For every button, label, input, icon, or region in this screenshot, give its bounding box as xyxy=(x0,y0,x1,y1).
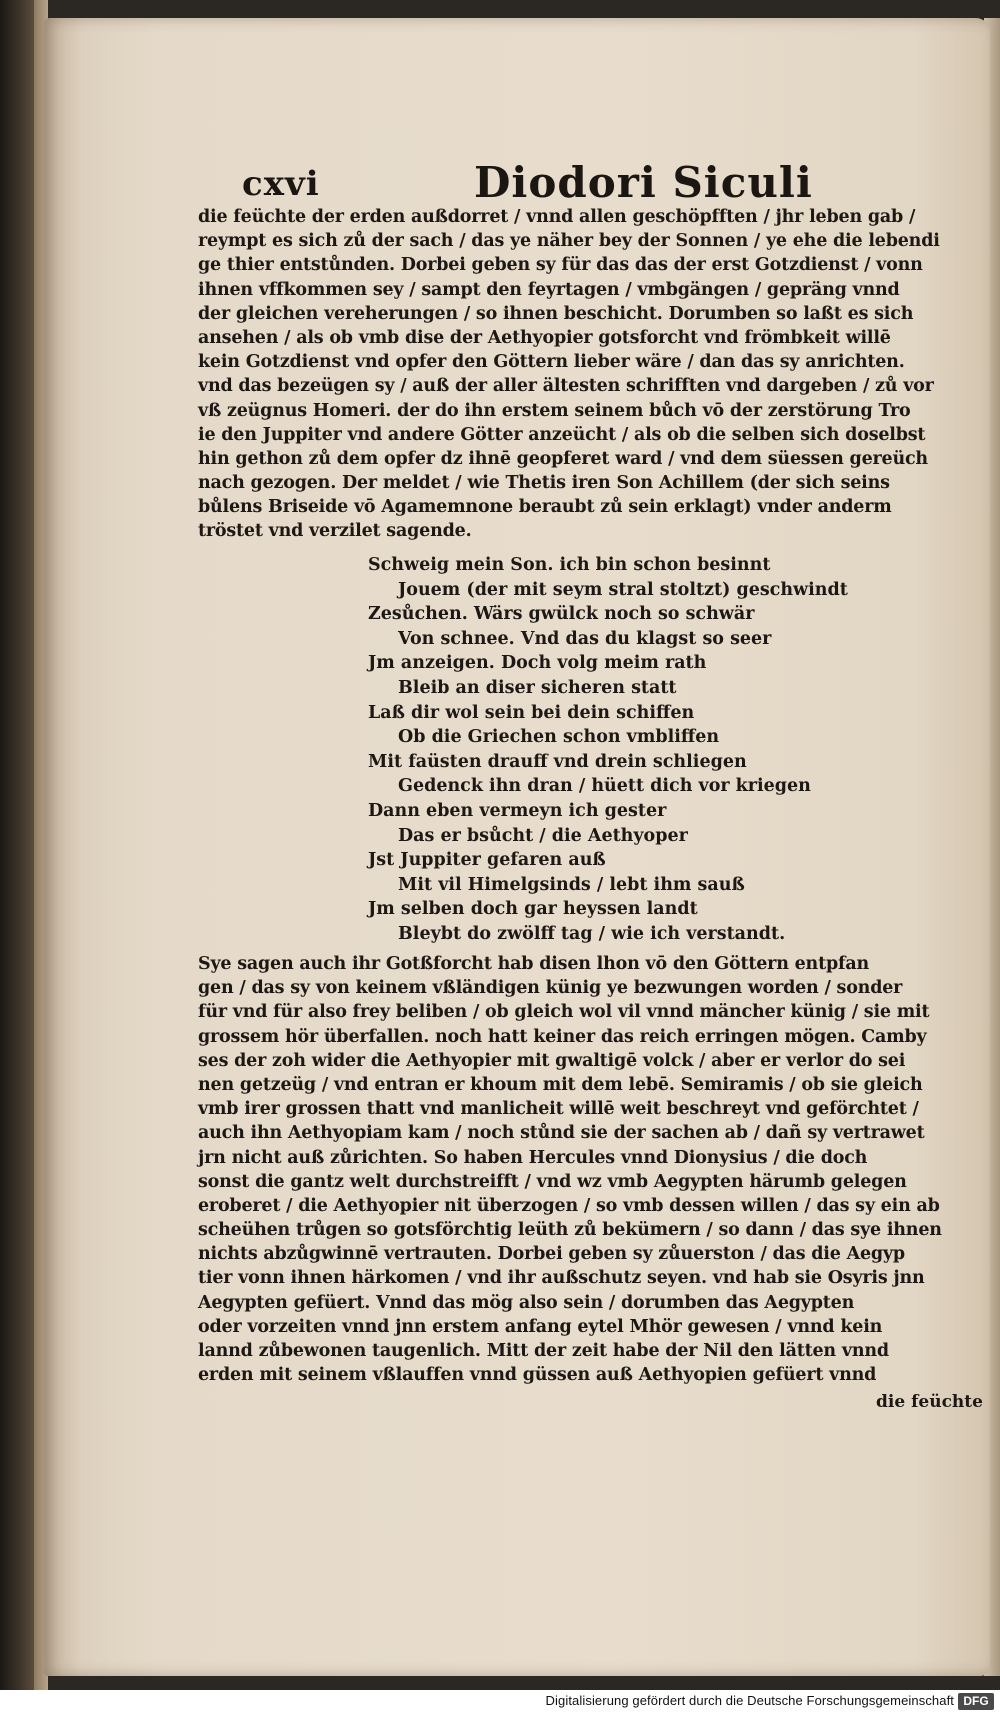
text-line: bůlens Briseide vō Agamemnone beraubt zů sein erklagt) vnder anderm xyxy=(198,497,892,518)
verse-line: Jouem (der mit seym stral stoltzt) geschwindt xyxy=(398,579,848,600)
text-line: sonst die gantz welt durchstreifft / vnd wz vmb Aegypten härumb gelegen xyxy=(198,1171,907,1192)
funding-notice: Digitalisierung gefördert durch die Deutsche Forschungsgemeinschaft xyxy=(545,1693,954,1708)
text-line: vmb irer grossen thatt vnd manlicheit willē weit beschreyt vnd geförchtet / xyxy=(198,1099,919,1120)
dfg-logo: DFG xyxy=(958,1693,994,1710)
verse-line: Bleybt do zwölff tag / wie ich verstandt. xyxy=(398,923,786,944)
verse-line: Ob die Griechen schon vmbliffen xyxy=(398,727,720,748)
verse-block xyxy=(368,553,888,947)
text-line: erden mit seinem vßlauffen vnnd güssen auß Aethyopien gefüert vnnd xyxy=(198,1365,877,1386)
verse-line: Laß dir wol sein bei dein schiffen xyxy=(368,702,695,723)
verse-line: Jst Juppiter gefaren auß xyxy=(368,850,606,871)
text-line: auch ihn Aethyopiam kam / noch stůnd sie der sachen ab / dañ sy vertrawet xyxy=(198,1123,925,1144)
text-line: jrn nicht auß zůrichten. So haben Hercules vnnd Dionysius / die doch xyxy=(198,1147,868,1168)
verse-line: Gedenck ihn dran / hüett dich vor kriegen xyxy=(398,776,811,797)
running-title: Diodori Siculi xyxy=(474,158,813,207)
verse-line: Schweig mein Son. ich bin schon besinnt xyxy=(368,555,771,575)
text-line: ie den Juppiter vnd andere Götter anzeücht / als ob die selben sich doselbst xyxy=(198,424,926,445)
text-line: ansehen / als ob vmb dise der Aethyopier gotsforcht vnd frömbkeit willē xyxy=(198,327,891,348)
text-line: kein Gotzdienst vnd opfer den Göttern lieber wäre / dan das sy anrichten. xyxy=(198,352,905,373)
text-line: eroberet / die Aethyopier nit überzogen / so vmb dessen willen / das sy ein ab xyxy=(198,1195,940,1216)
verse-line: Jm selben doch gar heyssen landt xyxy=(368,899,698,920)
text-line: Aegypten gefüert. Vnnd das mög also sein / dorumben das Aegypten xyxy=(198,1292,855,1313)
text-line: für vnd für also frey beliben / ob gleich wol vil vnnd mäncher künig / sie mit xyxy=(198,1002,930,1023)
verse-line: Jm anzeigen. Doch volg meim rath xyxy=(368,653,707,674)
text-line: ses der zoh wider die Aethyopier mit gwaltigē volck / aber er verlor do sei xyxy=(198,1050,906,1071)
folio-number: cxvi xyxy=(242,164,320,204)
text-line: grossem hör überfallen. noch hatt keiner das reich erringen mögen. Camby xyxy=(198,1026,927,1047)
text-line: ge thier entstůnden. Dorbei geben sy für das das der erst Gotzdienst / vonn xyxy=(198,255,923,276)
verse-line: Bleib an diser sicheren statt xyxy=(398,677,677,698)
verse-line: Dann eben vermeyn ich gester xyxy=(368,800,667,821)
text-line: hin gethon zů dem opfer dz ihnē geopferet ward / vnd dem süessen gereüch xyxy=(198,448,928,469)
text-line: tröstet vnd verzilet sagende. xyxy=(198,521,472,542)
book-edge xyxy=(0,0,34,1714)
prose-block-bottom xyxy=(198,952,942,1387)
text-line: nichts abzůgwinnē vertrauten. Dorbei geben sy zůuerston / das die Aegyp xyxy=(198,1244,905,1265)
text-line: vß zeügnus Homeri. der do ihn erstem seinem bůch vō der zerstörung Tro xyxy=(198,400,911,421)
text-line: Sye sagen auch ihr Gotßforcht hab disen lhon vō den Göttern entpfan xyxy=(198,954,869,974)
text-line: tier vonn ihnen härkomen / vnd ihr außschutz seyen. vnd hab sie Osyris jnn xyxy=(198,1268,925,1289)
text-line: vnd das bezeügen sy / auß der aller ältesten schrifften vnd dargeben / zů vor xyxy=(198,376,934,397)
text-line: nen getzeüg / vnd entran er khoum mit dem lebē. Semiramis / ob sie gleich xyxy=(198,1074,923,1095)
prose-block-top xyxy=(198,205,938,544)
text-line: reympt es sich zů der sach / das ye näher bey der Sonnen / ye ehe die lebendi xyxy=(198,231,940,252)
verse-line: Das er bsůcht / die Aethyoper xyxy=(398,825,688,846)
text-line: ihnen vffkommen sey / sampt den feyrtagen / vmbgängen / gepräng vnnd xyxy=(198,279,900,300)
text-line: scheühen trůgen so gotsförchtig leüth zů bekümern / so dann / das sye ihnen xyxy=(198,1220,942,1241)
verse-line: Mit faüsten drauff vnd drein schliegen xyxy=(368,751,747,772)
verse-line: Von schnee. Vnd das du klagst so seer xyxy=(398,628,772,649)
verse-line: Zesůchen. Wärs gwülck noch so schwär xyxy=(368,604,755,625)
text-line: der gleichen vereherungen / so ihnen beschicht. Dorumben so laßt es sich xyxy=(198,303,914,324)
text-line: lannd zůbewonen taugenlich. Mitt der zeit habe der Nil den lätten vnnd xyxy=(198,1341,889,1361)
verse-line: Mit vil Himelgsinds / lebt ihm sauß xyxy=(398,874,745,895)
text-line: gen / das sy von keinem vßländigen künig ye bezwungen worden / sonder xyxy=(198,978,903,999)
footer-bar xyxy=(0,1690,1000,1714)
text-line: oder vorzeiten vnnd jnn erstem anfang eytel Mhör gewesen / vnnd kein xyxy=(198,1316,883,1337)
catchword: die feüchte xyxy=(876,1392,983,1412)
text-line: nach gezogen. Der meldet / wie Thetis iren Son Achillem (der sich seins xyxy=(198,473,890,494)
text-line: die feüchte der erden außdorret / vnnd allen geschöpfften / jhr leben gab / xyxy=(198,207,916,227)
